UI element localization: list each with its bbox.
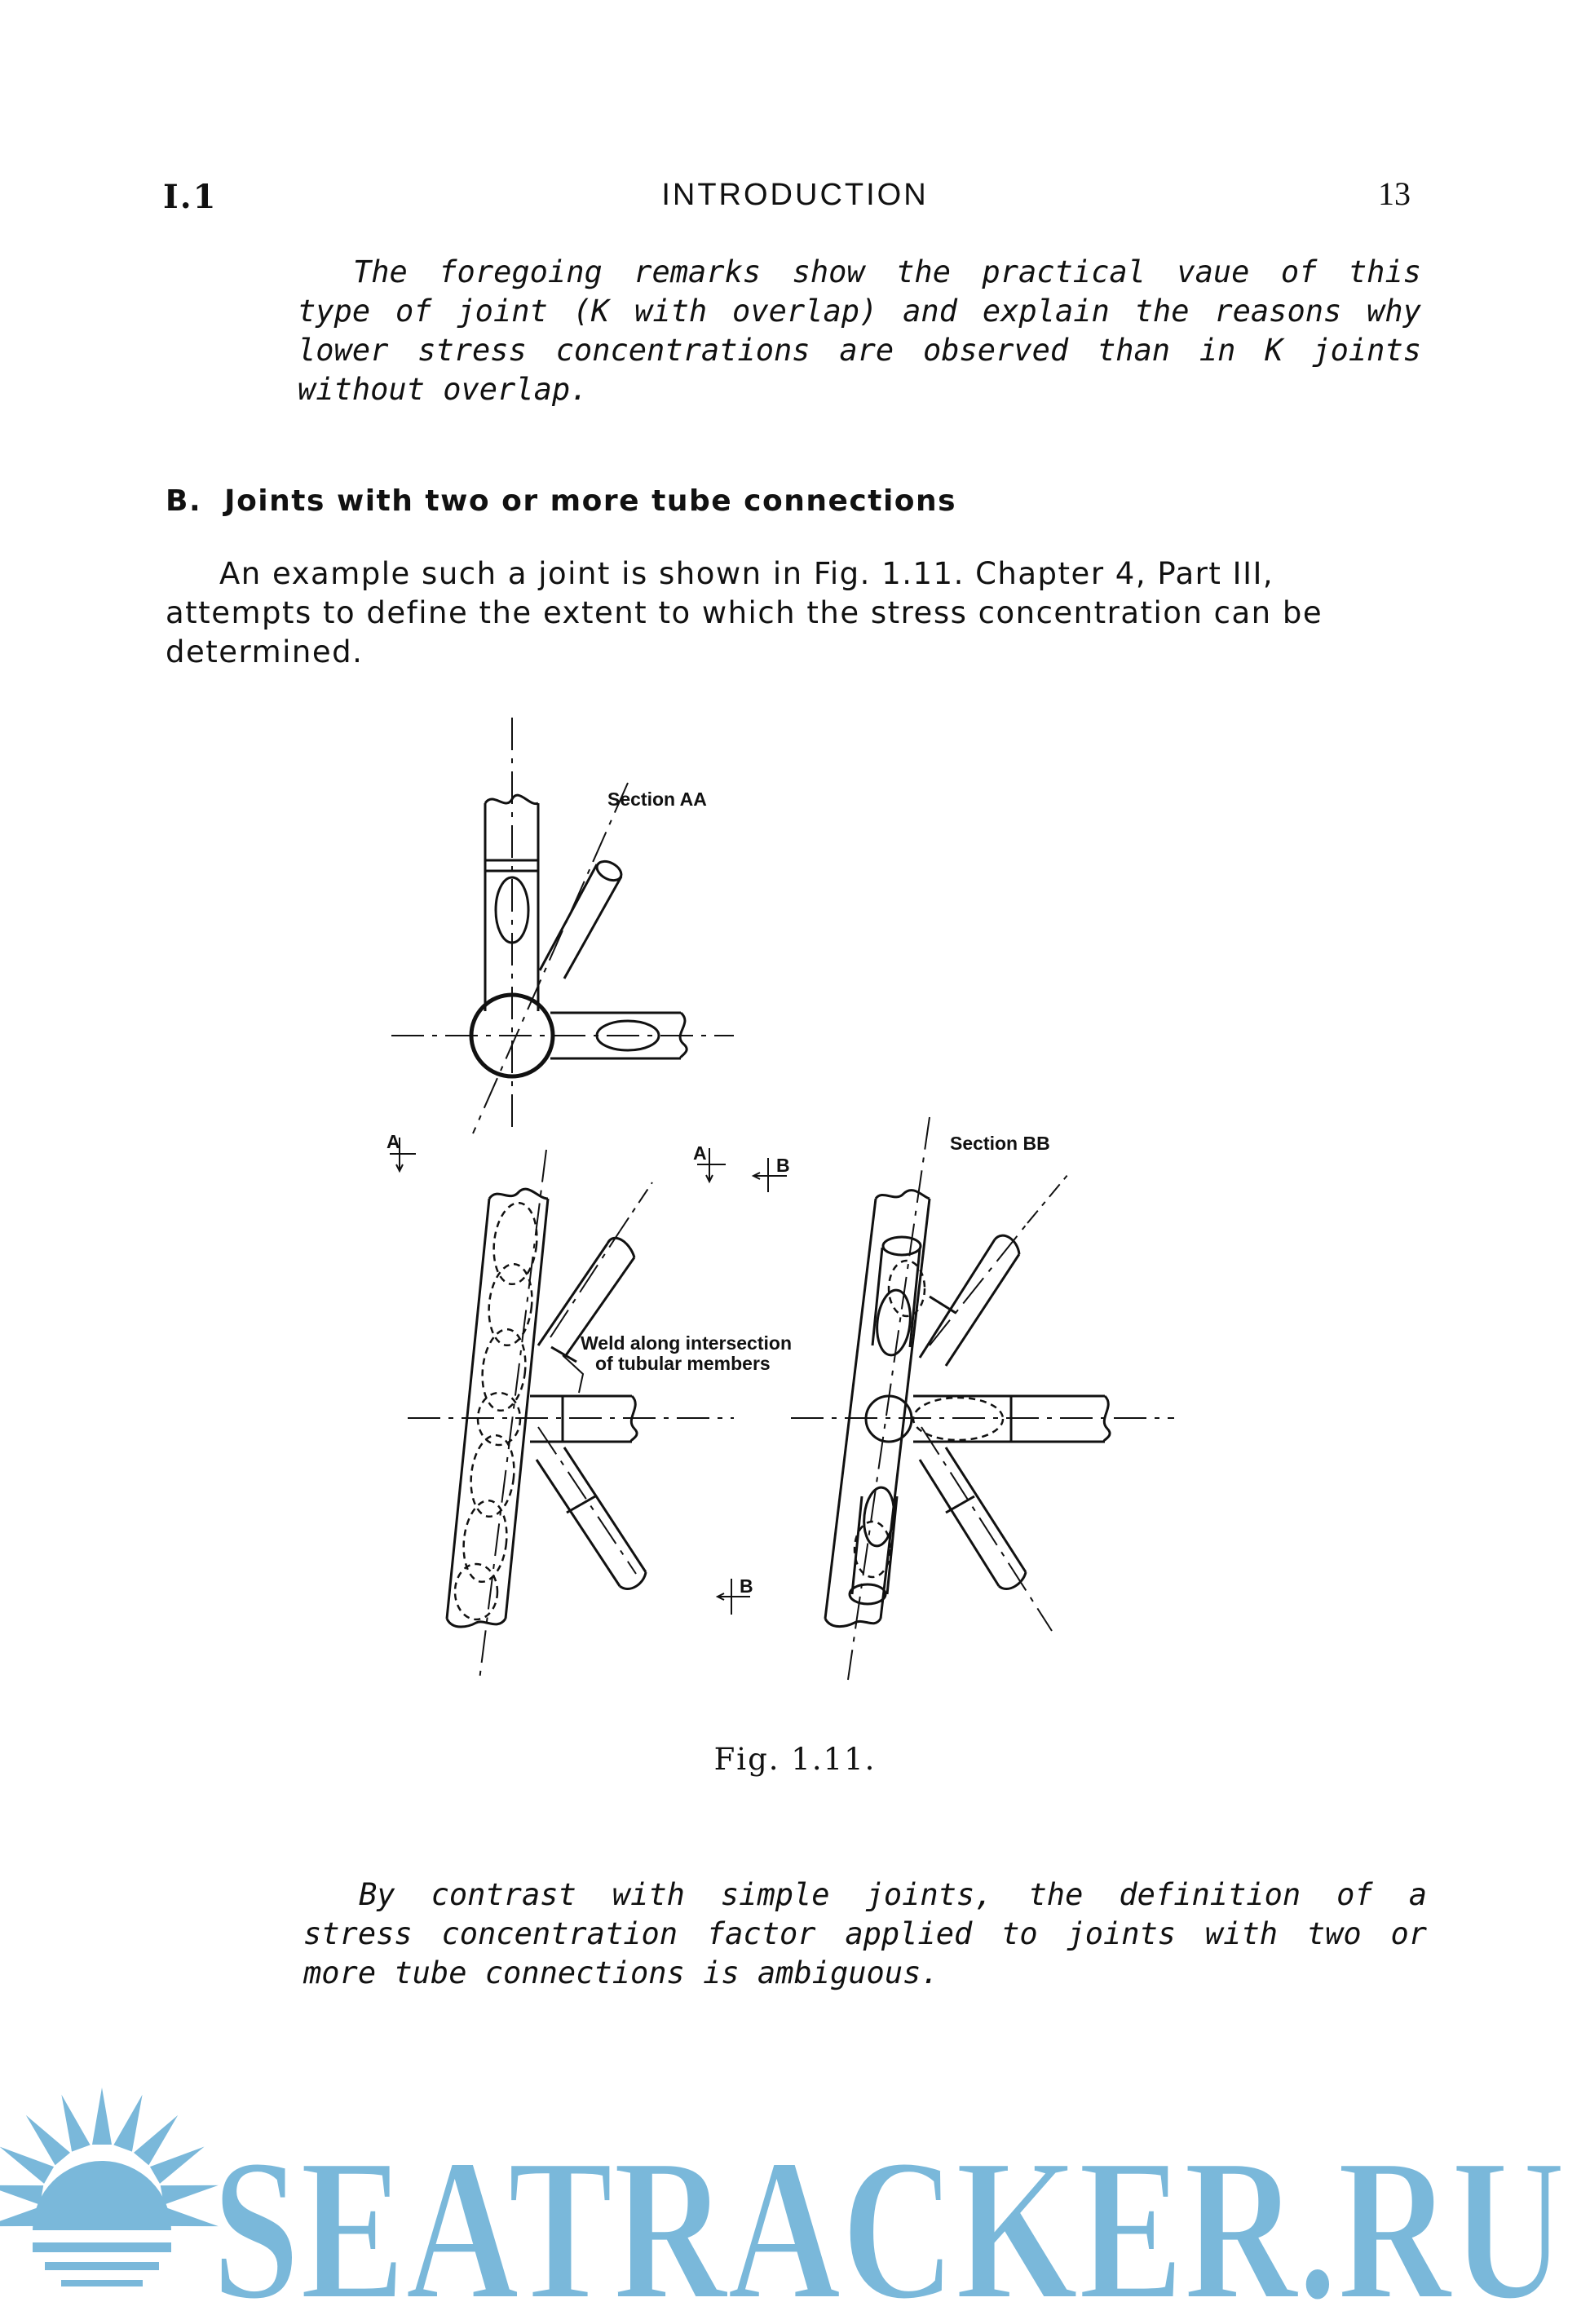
- section-bb-label: Section BB: [950, 1133, 1050, 1154]
- marker-b-top: B: [776, 1155, 790, 1176]
- watermark-text: SEATRACKER.RU: [212, 2117, 1566, 2324]
- intro-line: The foregoing remarks show the practical vaue of this: [353, 254, 1421, 289]
- closing-paragraph: [303, 1876, 1427, 1993]
- closing-line: more tube connections is ambiguous.: [303, 1955, 939, 1990]
- intro-line: without overlap.: [298, 372, 589, 407]
- section-heading: B. Joints with two or more tube connections: [166, 484, 957, 518]
- running-title: INTRODUCTION: [661, 178, 929, 212]
- watermark: [0, 2088, 1590, 2324]
- marker-a-left: A: [386, 1131, 400, 1152]
- right-elevation-section-bb: [791, 1117, 1174, 1680]
- sun-logo-icon: [0, 2088, 220, 2286]
- marker-b-bottom: B: [740, 1575, 753, 1597]
- page-number: 13: [1378, 175, 1411, 212]
- marker-a-right: A: [693, 1142, 707, 1164]
- body-text: An example such a joint is shown in Fig. 1.11. Chapter 4, Part III, attempts to define the extent to which the stress concentration can be determined.: [166, 556, 1323, 669]
- left-elevation-view: [408, 1150, 792, 1680]
- closing-line: stress concentration factor applied to joints with two or: [303, 1916, 1427, 1951]
- section-aa-label: Section AA: [607, 789, 707, 810]
- intro-line: lower stress concentrations are observed than in K joints: [298, 333, 1421, 368]
- section-number: I.1: [163, 178, 218, 216]
- closing-line: By contrast with simple joints, the definition of a: [359, 1877, 1427, 1912]
- figure-caption: Fig. 1.11.: [713, 1742, 877, 1777]
- body-paragraph: [166, 554, 1421, 672]
- figure-1-11: [375, 709, 1223, 1688]
- intro-line: type of joint (K with overlap) and explain the reasons why: [298, 294, 1421, 329]
- intro-paragraph: [298, 253, 1421, 409]
- top-view-section-aa: [391, 718, 734, 1133]
- weld-label-line1: Weld along intersection: [581, 1332, 792, 1354]
- weld-label-line2: of tubular members: [595, 1353, 771, 1374]
